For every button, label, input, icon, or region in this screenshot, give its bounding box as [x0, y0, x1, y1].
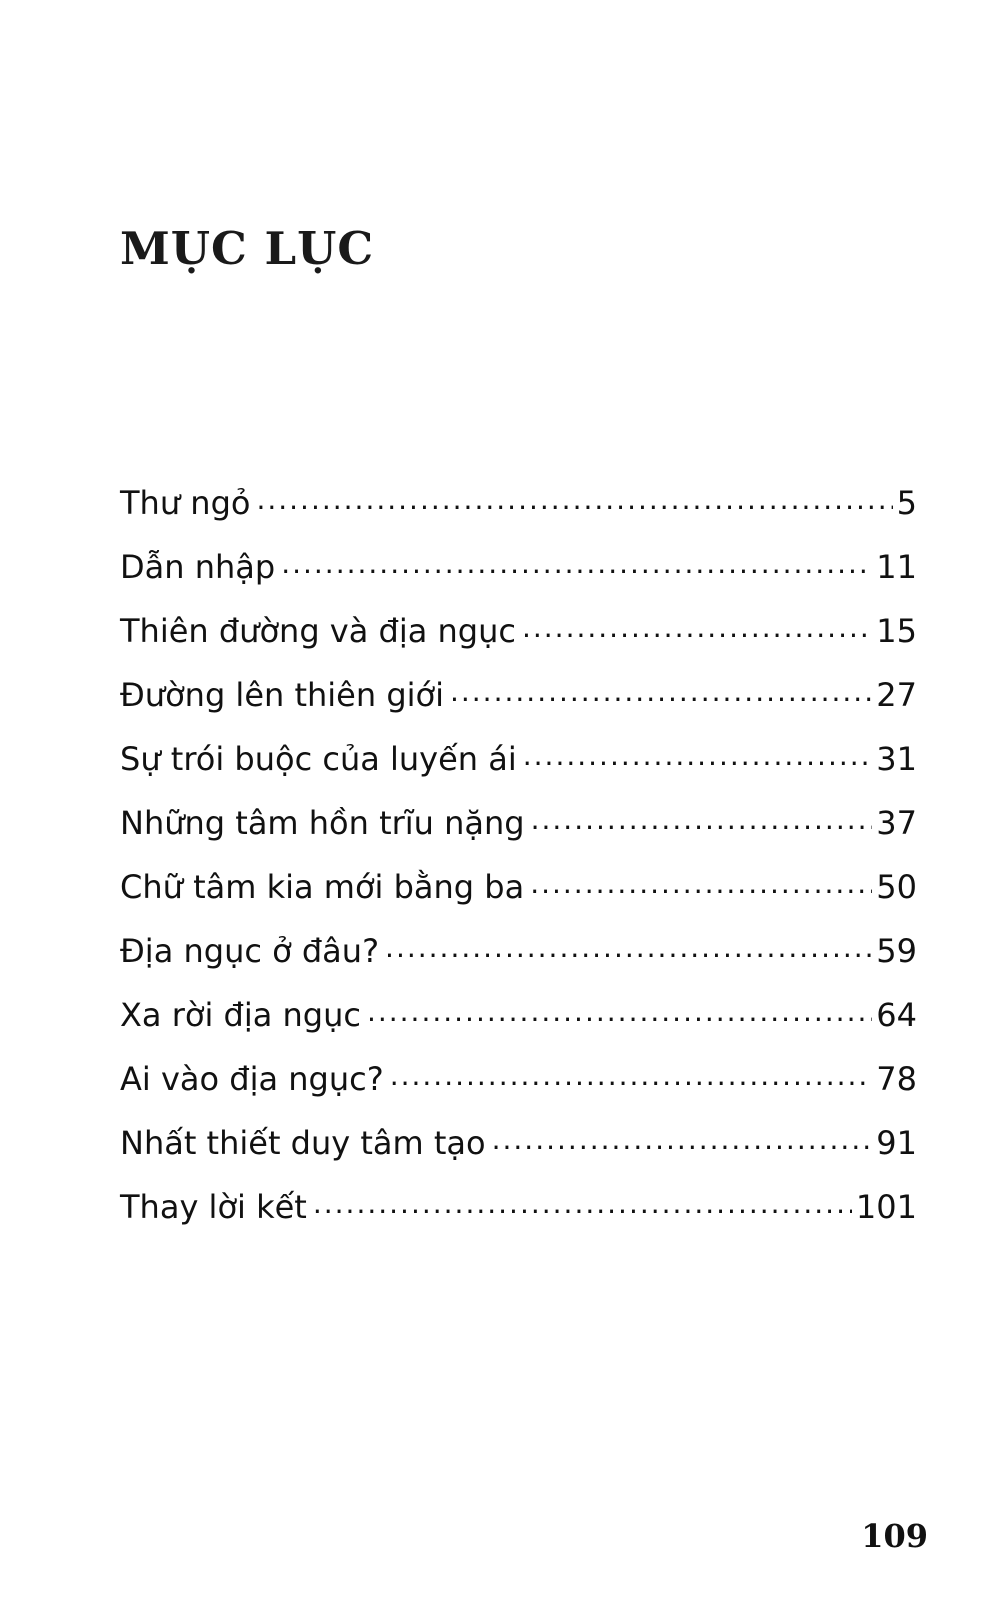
toc-entry — [120, 1187, 917, 1251]
toc-leader-dots — [385, 932, 872, 962]
toc-title: MỤC LỤC — [120, 222, 375, 275]
toc-entry-page: 15 — [876, 612, 917, 650]
toc-entry — [120, 1123, 917, 1187]
toc-entry-label: Dẫn nhập — [120, 548, 276, 586]
toc-entry-page: 5 — [896, 484, 917, 522]
page-number: 109 — [861, 1517, 928, 1555]
toc-entry — [120, 803, 917, 867]
toc-entry — [120, 995, 917, 1059]
toc-entry-page: 59 — [876, 932, 917, 970]
toc-leader-dots — [523, 740, 873, 770]
toc-entry — [120, 611, 917, 675]
toc-entry-label: Chữ tâm kia mới bằng ba — [120, 868, 525, 906]
toc-leader-dots — [531, 804, 873, 834]
toc-entry-label: Thư ngỏ — [120, 484, 251, 522]
toc-entry-label: Những tâm hồn trĩu nặng — [120, 804, 525, 842]
toc-leader-dots — [530, 868, 872, 898]
toc-leader-dots — [281, 548, 872, 578]
toc-entry — [120, 739, 917, 803]
toc-entry-page: 50 — [876, 868, 917, 906]
toc-entry-page: 37 — [876, 804, 917, 842]
toc-entry-label: Nhất thiết duy tâm tạo — [120, 1124, 486, 1162]
toc-entry — [120, 1059, 917, 1123]
toc-entry-page: 31 — [876, 740, 917, 778]
toc-entry-label: Thiên đường và địa ngục — [120, 612, 516, 650]
toc-entry — [120, 483, 917, 547]
toc-entry-label: Địa ngục ở đâu? — [120, 932, 380, 970]
toc-entry-label: Đường lên thiên giới — [120, 676, 444, 714]
toc-entry-page: 78 — [876, 1060, 917, 1098]
toc-leader-dots — [256, 484, 892, 514]
toc-entry-page: 64 — [876, 996, 917, 1034]
toc-list — [120, 483, 917, 1251]
toc-leader-dots — [492, 1124, 873, 1154]
toc-entry-label: Ai vào địa ngục? — [120, 1060, 384, 1098]
toc-leader-dots — [522, 612, 872, 642]
toc-entry-page: 91 — [876, 1124, 917, 1162]
toc-entry-page: 101 — [855, 1188, 917, 1226]
toc-leader-dots — [390, 1060, 873, 1090]
toc-entry — [120, 867, 917, 931]
toc-entry-page: 11 — [876, 548, 917, 586]
toc-leader-dots — [367, 996, 872, 1026]
toc-leader-dots — [313, 1188, 852, 1218]
toc-entry-page: 27 — [876, 676, 917, 714]
toc-entry — [120, 675, 917, 739]
toc-entry-label: Sự trói buộc của luyến ái — [120, 740, 517, 778]
toc-entry — [120, 547, 917, 611]
toc-leader-dots — [450, 676, 872, 706]
toc-entry-label: Xa rời địa ngục — [120, 996, 361, 1034]
toc-entry — [120, 931, 917, 995]
toc-entry-label: Thay lời kết — [120, 1188, 307, 1226]
